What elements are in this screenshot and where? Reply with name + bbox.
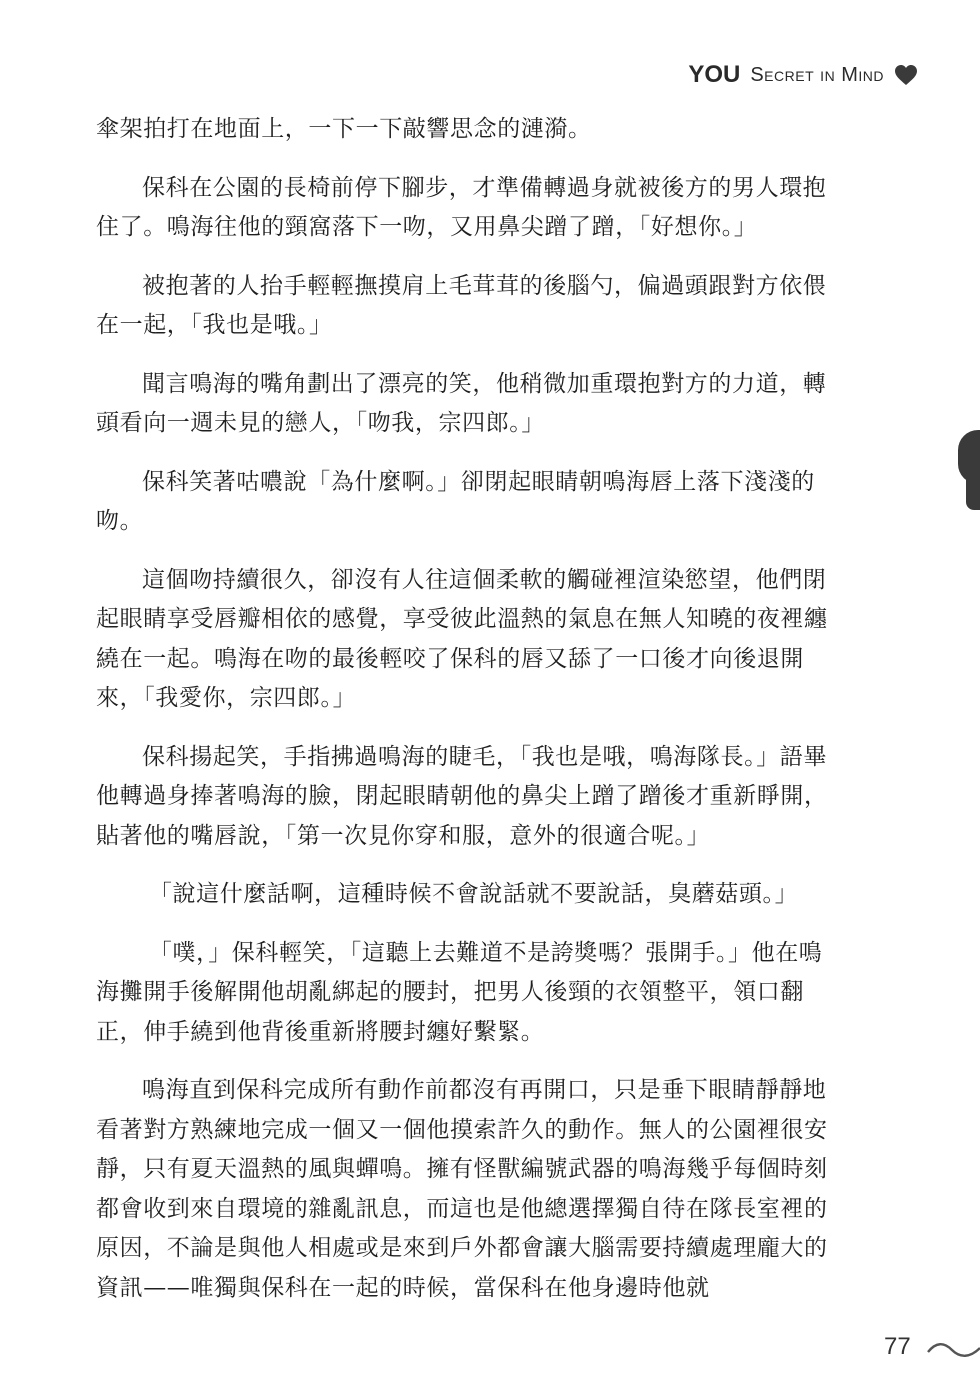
header-subtitle: Secret in Mind (750, 63, 884, 86)
paragraph-5: 保科笑著咕噥說「為什麼啊。」卻閉起眼睛朝鳴海唇上落下淺淺的吻。 (96, 468, 815, 534)
body-text (96, 110, 838, 1327)
header-brand: YOU (688, 61, 741, 88)
paragraph-10: 鳴海直到保科完成所有動作前都沒有再開口，只是垂下眼睛靜靜地看著對方熟練地完成一個又一個他摸索許久的動作。無人的公園裡很安靜，只有夏天溫熱的風與蟬鳴。擁有怪獸編號武器的鳴海幾乎每個時刻都會收到來自環境的雜亂訊息，而這也是他總選擇獨自待在隊長室裡的原因，不論是與他人相處或是來到戶外都會讓大腦需要持續處理龐大的資訊——唯獨與保科在一起的時候，當保科在他身邊時他就 (96, 1077, 828, 1301)
swoosh-ornament (926, 1338, 980, 1362)
paragraph-9: 「噗，」保科輕笑，「這聽上去難道不是誇獎嗎？張開手。」他在鳴海攤開手後解開他胡亂綁起的腰封，把男人後頸的衣領整平，領口翻正，伸手繞到他背後重新將腰封纏好繫緊。 (96, 939, 823, 1045)
chapter-tab-tail (966, 470, 980, 510)
paragraph-7: 保科揚起笑，手指拂過鳴海的睫毛，「我也是哦，鳴海隊長。」語畢他轉過身捧著鳴海的臉，閉起眼睛朝他的鼻尖上蹭了蹭後才重新睜開，貼著他的嘴唇說，「第一次見你穿和服，意外的很適合呢。」 (96, 743, 828, 849)
paragraph-6: 這個吻持續很久，卻沒有人往這個柔軟的觸碰裡渲染慾望，他們閉起眼睛享受唇瓣相依的感覺，享受彼此溫熱的氣息在無人知曉的夜裡纏繞在一起。鳴海在吻的最後輕咬了保科的唇又舔了一口後才向後退開來，「我愛你，宗四郎。」 (96, 566, 828, 711)
page-number: 77 (884, 1333, 911, 1360)
paragraph-4: 聞言鳴海的嘴角劃出了漂亮的笑，他稍微加重環抱對方的力道，轉頭看向一週未見的戀人，「吻我，宗四郎。」 (96, 370, 827, 436)
paragraph-3: 被抱著的人抬手輕輕撫摸肩上毛茸茸的後腦勺，偏過頭跟對方依偎在一起，「我也是哦。」 (96, 272, 827, 338)
paragraph-8: 「說這什麼話啊，這種時候不會說話就不要說話，臭蘑菇頭。」 (148, 881, 799, 907)
paragraph-1: 傘架拍打在地面上，一下一下敲響思念的漣漪。 (96, 116, 592, 142)
heart-icon (894, 64, 918, 86)
paragraph-2: 保科在公園的長椅前停下腳步，才準備轉過身就被後方的男人環抱住了。鳴海往他的頸窩落下一吻，又用鼻尖蹭了蹭，「好想你。」 (96, 174, 827, 240)
running-header (688, 58, 918, 92)
